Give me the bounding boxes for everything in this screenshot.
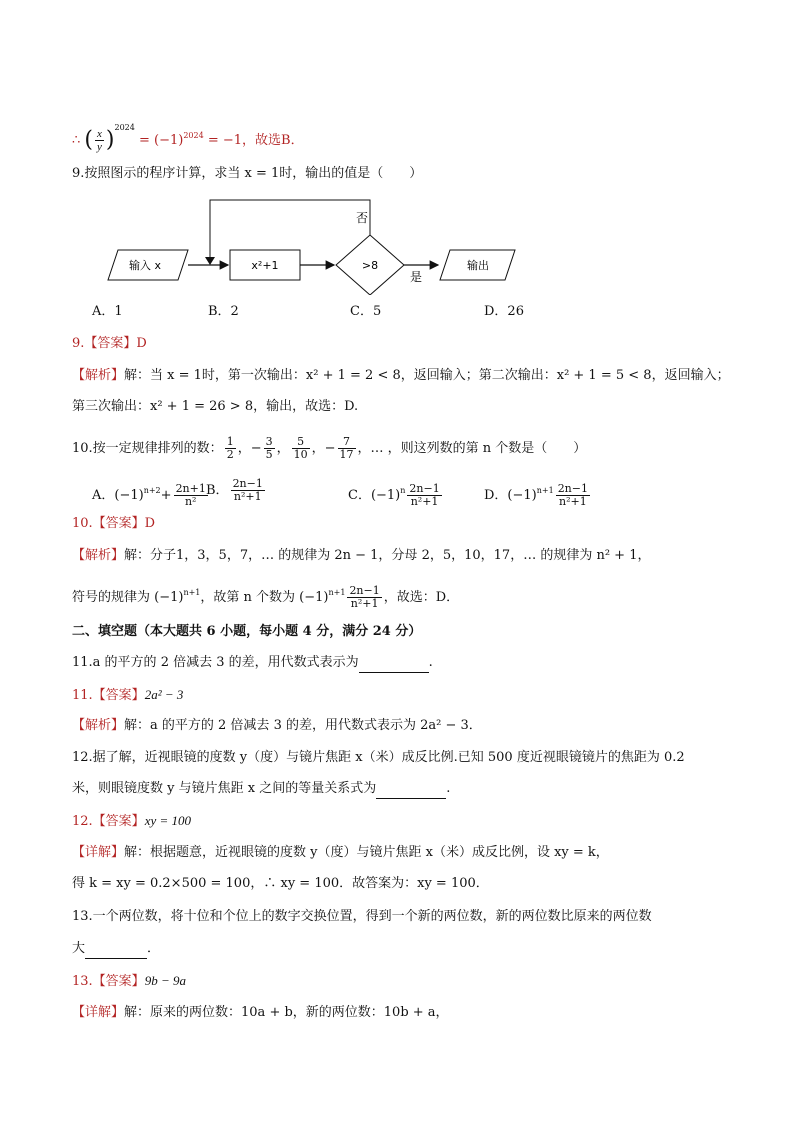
input-label: 输入 x [128,259,162,272]
q9-option-a: A．1 [92,304,123,319]
q13-answer: 13.【答案】9b − 9a [72,973,186,989]
q9-stem: 9.按照图示的程序计算，求当 x = 1时，输出的值是（ ） [72,166,423,181]
q9-option-c: C．5 [350,304,382,319]
x-over-y-fraction: $\frac{x}{y}$ [97,128,102,153]
q10-answer: 10.【答案】D [72,516,156,531]
q10-analysis-line2: 符号的规律为 $(-1)^{n+1}$，故第 n 个数为 $(-1)^{n+1}$ $\frac{2n-1}{\text{n²+1}}$ ，故选：D． [72,584,460,610]
q10-analysis-line1: 【解析】解：分子1，3，5，7，… 的规律为 2n − 1，分母 2，5，10，17，… 的规律为 n² + 1， [72,548,651,563]
q13-stem-line1: 13.一个两位数，将十位和个位上的数字交换位置，得到一个新的两位数，新的两位数比原来的两位数 [72,909,652,924]
q11-analysis: 【解析】解：a 的平方的 2 倍减去 3 的差，用代数式表示为 2a² − 3． [72,718,482,733]
q10-stem: 10.按一定规律排列的数： $\frac{1}{2}$ ，− $\frac{3}{5}$ ， $\frac{5}{10}$ ，− $\frac{7}{17}$ ，… ，则这列数的第 n 个数是（ ） [72,435,587,461]
q10-option-a: A．$(-1)^{n+2}+$ $\frac{2n+1}{\text{n²}}$ [92,482,206,508]
q11-stem: 11.a 的平方的 2 倍减去 3 的差，用代数式表示为 . [72,653,433,673]
q9-option-b: B．2 [208,304,239,319]
process-label: x²+1 [251,259,279,272]
q13-stem-line2: 大 ． [72,939,160,959]
program-flowchart [100,195,520,295]
q10-option-b: B． $\frac{2n-1}{\text{n²+1}}$ [206,477,263,503]
q12-stem-line2: 米，则眼镜度数 y 与镜片焦距 x 之间的等量关系式为 . [72,779,450,799]
q12-detail-line1: 【详解】解：根据题意，近视眼镜的度数 y（度）与镜片焦距 x（米）成反比例，设 xy = k， [72,845,609,860]
output-label: 输出 [467,259,489,272]
q9-option-d: D．26 [484,304,524,319]
q10-option-c: C．$(-1)^n$ $\frac{2n-1}{\text{n²+1}}$ [348,482,440,508]
q9-answer: 9.【答案】D [72,336,147,351]
loop-arrowhead [205,257,215,265]
q12-detail-line2: 得 k = xy = 0.2×500 = 100，∴ xy = 100．故答案为：xy = 100． [72,876,489,891]
previous-answer-conclusion: ∴ ( $\frac{x}{y}$ )$^{2024} = (-1)^{2024} = -1$，故选B． [72,123,304,153]
q10-option-d: D．$(-1)^{n+1}$ $\frac{2n-1}{\text{n²+1}}$ [484,482,588,508]
yes-label: 是 [410,270,423,284]
q9-analysis-line1: 【解析】解：当 x = 1时，第一次输出：x² + 1 = 2 < 8，返回输入；第二次输出：x² + 1 = 5 < 8，返回输入； [72,368,730,383]
q12-answer: 12.【答案】xy = 100 [72,813,191,829]
q11-answer: 11.【答案】2a² − 3 [72,687,184,703]
no-label: 否 [356,211,369,225]
decision-label: >8 [361,259,379,272]
q13-detail: 【详解】解：原来的两位数：10a + b，新的两位数：10b + a， [72,1005,449,1020]
q12-stem-line1: 12.据了解，近视眼镜的度数 y（度）与镜片焦距 x（米）成反比例.已知 500 度近视眼镜镜片的焦距为 0.2 [72,750,685,765]
q9-analysis-line2: 第三次输出：x² + 1 = 26 > 8，输出，故选：D. [72,399,359,414]
section-heading-fill-in: 二、填空题（本大题共 6 小题，每小题 4 分，满分 24 分） [72,624,422,639]
no-loop-line [210,200,370,263]
